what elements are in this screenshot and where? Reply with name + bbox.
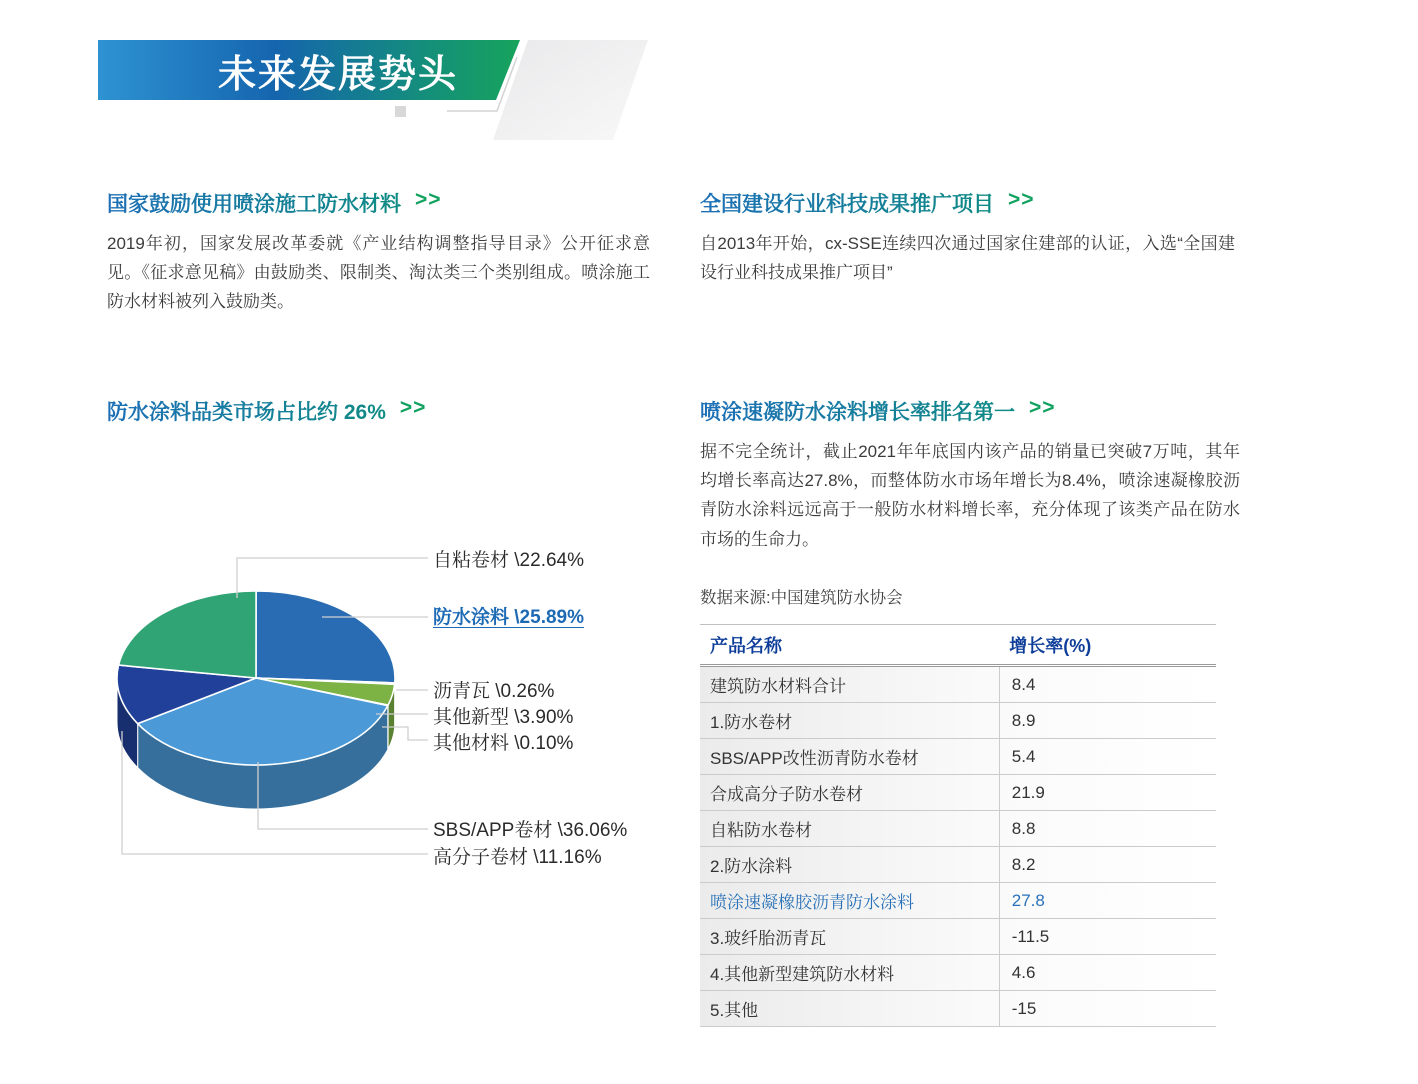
table-cell-product: 喷涂速凝橡胶沥青防水涂料 [700,883,999,919]
section-title-text: 全国建设行业科技成果推广项目 [700,188,994,218]
pie-slice [256,591,395,683]
chevrons-icon: >> [399,396,427,419]
table-cell-growth: 4.6 [999,955,1216,991]
table-row [700,991,1216,1027]
table-row [700,919,1216,955]
table-header-growth: 增长率(%) [999,625,1216,666]
table-cell-growth: 21.9 [999,775,1216,811]
banner-square-accent [395,106,406,117]
section-title-text: 国家鼓励使用喷涂施工防水材料 [107,188,401,218]
table-cell-growth: 8.2 [999,847,1216,883]
table-cell-product: 2.防水涂料 [700,847,999,883]
table-cell-product: SBS/APP改性沥青防水卷材 [700,739,999,775]
table-cell-product: 4.其他新型建筑防水材料 [700,955,999,991]
table-header-product: 产品名称 [700,625,999,666]
table-cell-product: 合成高分子防水卷材 [700,775,999,811]
table-cell-product: 1.防水卷材 [700,703,999,739]
table-cell-product: 建筑防水材料合计 [700,666,999,703]
table-row [700,666,1216,703]
table-cell-product: 5.其他 [700,991,999,1027]
pie-label: 自粘卷材 \22.64% [433,550,584,571]
section-title-national-project [700,188,1035,218]
table-cell-product: 3.玻纤胎沥青瓦 [700,919,999,955]
table-row [700,883,1216,919]
data-source-note: 数据来源:中国建筑防水协会 [700,589,903,607]
growth-rate-table [700,624,1216,1027]
section-title-text: 喷涂速凝防水涂料增长率排名第一 [700,396,1015,426]
pie-label: 其他材料 \0.10% [433,733,574,754]
pie-label: 其他新型 \3.90% [433,707,574,728]
pie-slice [119,591,257,678]
pie-label: 防水涂料 \25.89% [433,607,584,628]
section-title-market-share [107,396,426,426]
table-cell-growth: 8.9 [999,703,1216,739]
section-title-text: 防水涂料品类市场占比约 26% [107,396,386,426]
chevrons-icon: >> [1008,188,1035,211]
table-row [700,739,1216,775]
pie-label: 高分子卷材 \11.16% [433,847,602,868]
table-row [700,775,1216,811]
table-row [700,811,1216,847]
section-title-growth-ranking [700,396,1056,426]
table-cell-growth: 5.4 [999,739,1216,775]
chevrons-icon: >> [415,188,442,211]
table-cell-growth: -15 [999,991,1216,1027]
pie-label: 沥青瓦 \0.26% [433,681,555,702]
table-cell-growth: 8.4 [999,666,1216,703]
table-cell-growth: 8.8 [999,811,1216,847]
section-title-spray-policy [107,188,442,218]
section-body-national-project: 自2013年开始，cx-SSE连续四次通过国家住建部的认证，入选“全国建设行业科技成果推广项目” [700,234,1235,283]
section-body-growth-ranking: 据不完全统计，截止2021年年底国内该产品的销量已突破7万吨，其年均增长率高达27.8%，而整体防水市场年增长为8.4%，喷涂速凝橡胶沥青防水涂料远远高于一般防水材料增长率，充分体现了该类产品在防水市场的生命力。 [700,442,1240,549]
table-row [700,955,1216,991]
pie-label: SBS/APP卷材 \36.06% [433,820,628,841]
table-cell-product: 自粘防水卷材 [700,811,999,847]
table-header-row [700,625,1216,666]
chevrons-icon: >> [1029,396,1056,419]
table-cell-growth: 27.8 [999,883,1216,919]
table-row [700,847,1216,883]
page-title: 未来发展势头 [217,53,458,96]
section-body-spray-policy: 2019年初，国家发展改革委就《产业结构调整指导目录》公开征求意见。《征求意见稿》由鼓励类、限制类、淘汰类三个类别组成。喷涂施工防水材料被列入鼓励类。 [107,234,650,312]
table-row [700,703,1216,739]
table-cell-growth: -11.5 [999,919,1216,955]
